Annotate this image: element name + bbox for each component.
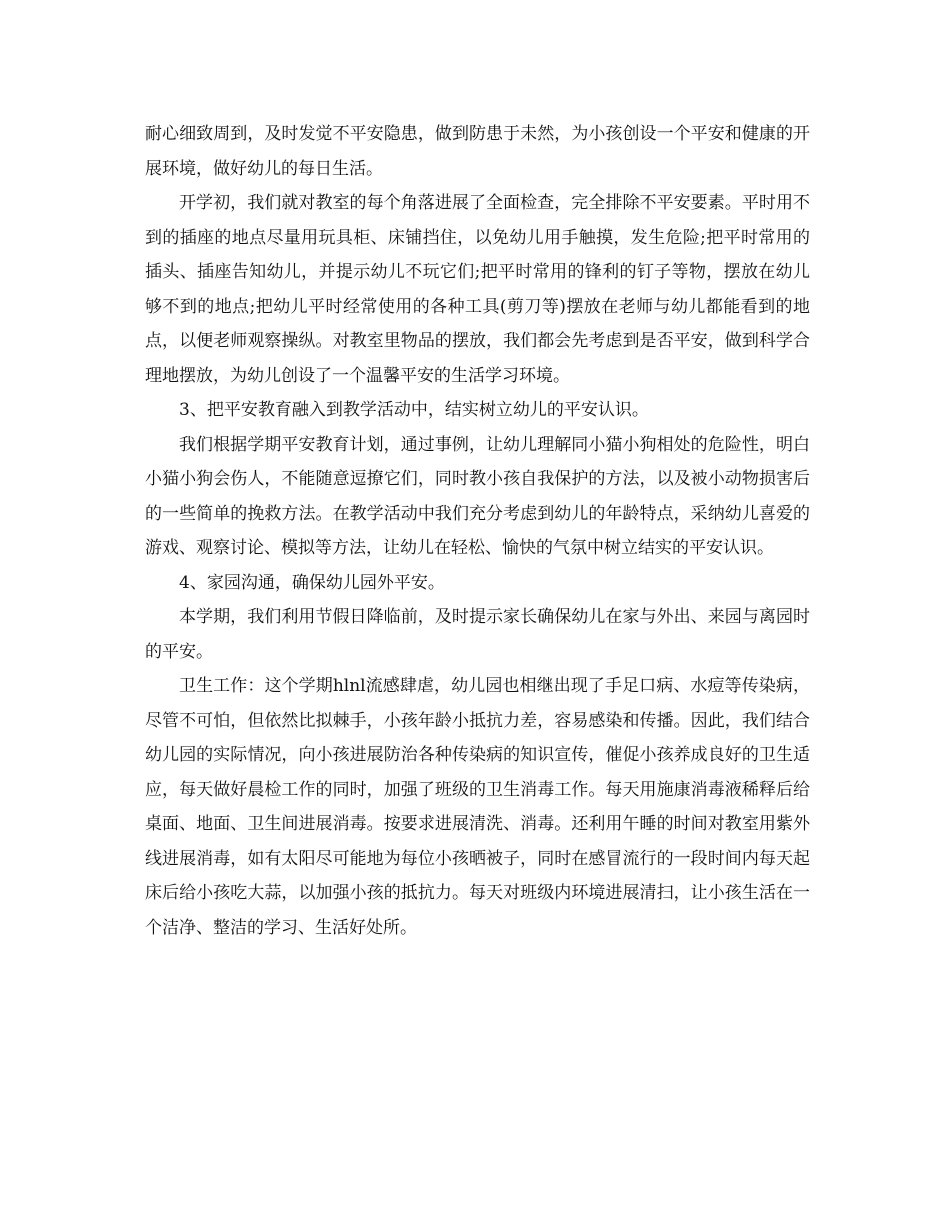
paragraph-classroom-safety-check: 开学初，我们就对教室的每个角落进展了全面检查，完全排除不平安要素。平时用不到的插座的地点尽量用玩具柜、床铺挡住，以免幼儿用手触摸，发生危险;把平时常用的插头、插座告知幼儿，并提示幼儿不玩它们;把平时常用的锋利的钉子等物，摆放在幼儿够不到的地点;把幼儿平时经常使用的各种工具(剪刀等)摆放在老师与幼儿都能看到的地点，以便老师观察操纵。对教室里物品的摆放，我们都会先考虑到是否平安，做到科学合理地摆放，为幼儿创设了一个温馨平安的生活学习环境。 <box>145 193 810 386</box>
heading-home-school-communication: 4、家园沟通，确保幼儿园外平安。 <box>179 572 445 593</box>
heading-safety-education: 3、把平安教育融入到教学活动中，结实树立幼儿的平安认识。 <box>179 400 649 420</box>
document-body <box>145 117 810 945</box>
paragraph-continuation: 耐心细致周到，及时发觉不平安隐患，做到防患于未然，为小孩创设一个平安和健康的开展环境，做好幼儿的每日生活。 <box>145 124 810 179</box>
paragraph-safety-education: 我们根据学期平安教育计划，通过事例，让幼儿理解同小猫小狗相处的危险性，明白小猫小狗会伤人，不能随意逗撩它们，同时教小孩自我保护的方法，以及被小动物损害后的一些简单的挽救方法。在教学活动中我们充分考虑到幼儿的年龄特点，采纳幼儿喜爱的游戏、观察讨论、模拟等方法，让幼儿在轻松、愉快的气氛中树立结实的平安认识。 <box>145 434 810 558</box>
paragraph-hygiene-work: 卫生工作：这个学期hlnl流感肆虐，幼儿园也相继出现了手足口病、水痘等传染病，尽管不可怕，但依然比拟棘手，小孩年龄小抵抗力差，容易感染和传播。因此，我们结合幼儿园的实际情况，向小孩进展防治各种传染病的知识宣传，催促小孩养成良好的卫生适应，每天做好晨检工作的同时，加强了班级的卫生消毒工作。每天用施康消毒液稀释后给桌面、地面、卫生间进展消毒。按要求进展清洗、消毒。还利用午睡的时间对教室用紫外线进展消毒，如有太阳尽可能地为每位小孩晒被子，同时在感冒流行的一段时间内每天起床后给小孩吃大蒜，以加强小孩的抵抗力。每天对班级内环境进展清扫，让小孩生活在一个洁净、整洁的学习、生活好处所。 <box>145 676 810 938</box>
paragraph-home-school-communication: 本学期，我们利用节假日降临前，及时提示家长确保幼儿在家与外出、来园与离园时的平安。 <box>145 607 810 662</box>
